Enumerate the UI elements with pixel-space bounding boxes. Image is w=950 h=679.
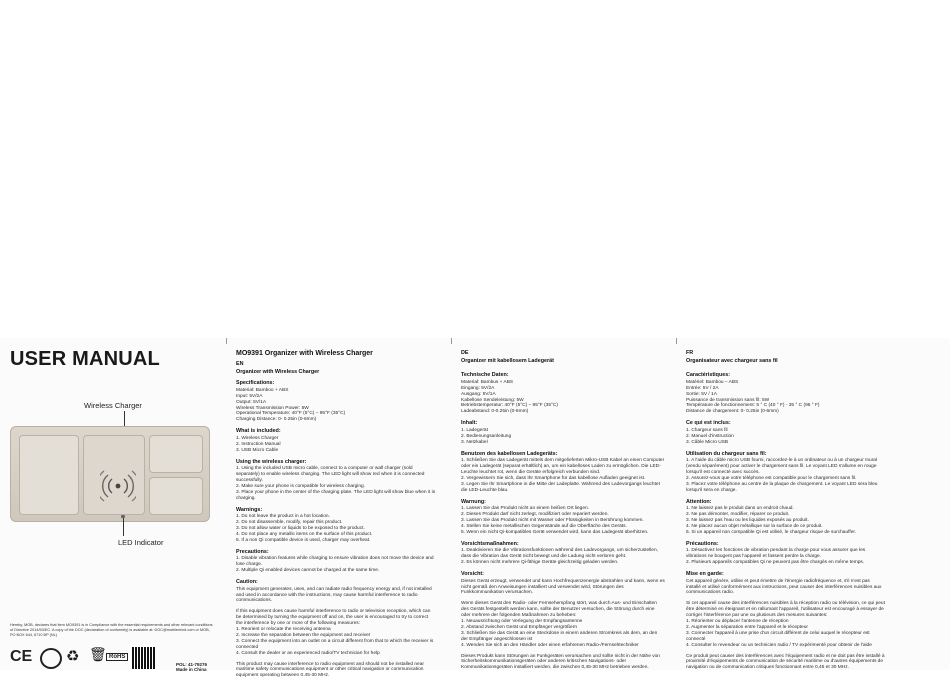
wireless-charger-label: Wireless Charger <box>84 401 142 410</box>
fr-attention-item: 4. Ne placez aucun objet métallique sur la surface de ce produit. <box>686 523 823 529</box>
en-precautions-heading: Precautions: <box>236 548 269 555</box>
fr-attention-item: 3. Ne laissez pas l'eau ou les liquides exposés au produit. <box>686 517 809 523</box>
fr-attention-item: 1. Ne laissez pas le produit dans un endroit chaud. <box>686 506 794 512</box>
de-caution-item: 1. Neuausrichtung oder Verlegung der Empfangsantenne <box>461 619 583 625</box>
fr-precautions-heading: Précautions: <box>686 540 719 547</box>
fr-spec: Sortie: 5V / 1A <box>686 391 717 397</box>
fold-mark <box>676 338 677 344</box>
de-spec: Betriebstemperatur: 40°F (5°C) – 95°F (35°C) <box>461 403 558 409</box>
fr-included-item: 2. Manuel d'instruction <box>686 433 734 439</box>
wireless-charging-icon <box>100 468 136 504</box>
fr-usage-heading: Utilisation du chargeur sans fil: <box>686 450 767 457</box>
en-caution-item: 4. Consult the dealer or an experienced radio/TV technician for help <box>236 650 380 656</box>
declaration-text: Hereby, MOB, declares that item MO9391 is in Compliance with the essential requirements and other relevant conditions of Directive 2014/53/EC. A copy of the DOC (declaration of conformity) is available at: DOC@mobilemind.com or MOB, PO BOX 644, 6710 BP (NL) <box>10 623 213 638</box>
de-contents-heading: Inhalt: <box>461 420 478 427</box>
en-warning-item: 5. If a non Qi compatible device is used, charger may overheat. <box>236 537 371 543</box>
fr-warning-item: 3. Connecter l'appareil à une prise d'un circuit différent de celui auquel le récepteur est connecté <box>686 630 870 642</box>
de-contents-item: 2. Bedienungsanleitung <box>461 433 512 439</box>
en-spec: Wireless Transmission Power: 5W <box>236 405 309 411</box>
en-usage-heading: Using the wireless charger: <box>236 458 307 465</box>
fr-subtitle: Organisateur avec chargeur sans fil <box>686 357 778 364</box>
fr-spec: Distance de chargement: 0- 0.25in (0-6mm) <box>686 409 779 415</box>
de-usage-step: 2. Vergewissern Sie sich, dass Ihr Smartphone für das kabellose Aufladen geeignet ist. <box>461 475 646 481</box>
french-column <box>686 350 886 671</box>
de-contents-item: 1. Ladegerät <box>461 427 488 433</box>
en-lang: EN <box>236 361 244 367</box>
fr-warning-text: Ce produit peut causer des interférences avec l'équipement radio et ne doit pas être installé à proximité d'équipements de communication de sécurité maritime ou d'autres équipements de navigation ou de communication critiques fonctionnant entre 0,45 et 30 MHz. <box>686 653 885 671</box>
de-warning-item: 4. Stellen Sie keine metallischen Gegenstände auf die Oberfläche des Geräts. <box>461 523 627 529</box>
de-lang: DE <box>461 350 469 356</box>
en-precaution-item: 2. Multiple Qi enabled devices cannot be charged at the same time. <box>236 568 380 574</box>
de-spec: Ausgang: 5V/1A <box>461 391 496 397</box>
pol-number: POL: 41-79276 <box>176 662 208 667</box>
de-usage-step: 1. Schließen Sie das Ladegerät mittels dem mitgelieferten Mikro-USB Kabel an einen Computer oder ein Ladegerät (separat erhältlich) an, um ein kabelloses Laden zu ermöglichen. Die LED-Leuchte leuchtet rot, wenn die Geräte erfolgreich verbunden sind. <box>461 458 665 475</box>
fr-usage-step: 2. Assurez-vous que votre téléphone est compatible pour le chargement sans fil. <box>686 475 857 481</box>
german-column <box>461 350 665 671</box>
organizer-compartment <box>19 435 79 515</box>
fr-usage-step: 1. A l'aide du câble micro USB fourni, raccordez-le à un ordinateur ou à un chargeur mural (vendu séparément) pour activer le chargement sans fil. Le voyant LED s'allume en rouge lorsqu'il est connecté avec succès. <box>686 458 878 475</box>
en-usage-step: 1. Using the included USB micro cable, connect to a computer or wall charger (sold separately) to enable wireless charging. The LED light will show red when it is connected successfully. <box>236 466 425 483</box>
qr-code <box>132 647 156 669</box>
fr-warning-item: 1. Réorienter ou déplacer l'antenne de réception <box>686 619 789 625</box>
fr-included-item: 3. Câble Micro USB <box>686 439 729 445</box>
fr-attention-item: 5. Si un appareil non compatible Qi est utilisé, le chargeur risque de surchauffer. <box>686 529 857 535</box>
fr-included-item: 1. Chargeur sans fil <box>686 427 728 433</box>
en-spec: Input: 5V/2A <box>236 393 263 399</box>
en-warning-item: 1. Do not leave the product in a hot location. <box>236 514 330 520</box>
manual-title: USER MANUAL <box>10 348 160 370</box>
de-caution-text: Dieses Gerät erzeugt, verwendet und kann Hochfrequenzenergie abstrahlen und kann, wenn es nicht gemäß den Anweisungen installiert und verwendet wird, Störungen des Funkkommunikation verursachen. <box>461 578 665 596</box>
de-warning-item: 1. Lassen Sie das Produkt nicht an einem heißen Ort liegen. <box>461 506 589 512</box>
de-caution-item: 2. Abstand zwischen Gerät und Empfänger vergrößern <box>461 624 577 630</box>
en-warning-item: 3. Do not allow water or liquids to be exposed to the product. <box>236 525 365 531</box>
en-subtitle: Organizer with Wireless Charger <box>236 368 320 375</box>
en-usage-step: 3. Place your phone in the center of the charging plate. The LED light will show blue when it is charging. <box>236 489 436 501</box>
ce-mark: CE <box>10 648 33 665</box>
en-included-item: 3. USB Micro Cable <box>236 447 279 453</box>
fr-spec: Puissance de transmission sans fil: 5W <box>686 397 770 403</box>
fr-warning-item: 2. Augmenter la séparation entre l'appareil et le récepteur <box>686 624 808 630</box>
en-warnings-heading: Warnings: <box>236 506 263 513</box>
fr-lang: FR <box>686 350 694 356</box>
organizer-compartment <box>149 477 203 515</box>
de-contents-item: 3. Netzkabel <box>461 439 488 445</box>
de-caution-text: Wenn dieses Gerät den Radio- oder Fernsehempfang stört, was durch Aus- und Einschalten des Geräts festgestellt werden kann, sollte der Benutzer versuchen, die Störung durch eine oder mehrere der folgenden Maßnahmen zu beheben: <box>461 601 657 619</box>
de-precautions-heading: Vorsichtsmaßnahmen: <box>461 540 519 547</box>
rohs-mark: RoHS <box>106 653 128 661</box>
fr-precaution-item: 2. Plusieurs appareils compatibles Qi ne peuvent pas être chargés en même temps. <box>686 560 865 566</box>
fold-mark <box>451 338 452 344</box>
de-caution-text: Dieses Produkt kann Störungen an Funkgeräten verursachen und sollte nicht in der Nähe von Sicherheitskommunikationsgeräten oder anderen kritischen Navigations- oder Kommunikationsgeräten installiert werden, die zwischen 0,45-30 MHz betrieben werden. <box>461 653 660 671</box>
en-warning-item: 4. Do not place any metallic items on the surface of this product. <box>236 531 373 537</box>
fr-included-heading: Ce qui est inclus: <box>686 420 731 427</box>
de-spec: Kabellose Sendeleistung: 5W <box>461 397 524 403</box>
en-caution-text: If this equipment does cause harmful interference to radio or television reception, which can be determined by turning the equipment off and on, the user is encouraged to try to correct the interference by one or more of the following measures: <box>236 609 431 627</box>
fold-mark <box>226 338 227 344</box>
manual-sheet <box>0 338 950 679</box>
en-caution-text: This product may cause interference to radio equipment and should not be installed near maritime safety communications equipment or other critical navigation or communication equipment operating between 0.45-30 MHz. <box>236 661 424 679</box>
fr-warning-heading: Mise en garde: <box>686 571 724 577</box>
de-subtitle: Organizer mit kabellosem Ladegerät <box>461 357 554 364</box>
en-caution-item: 1. Reorient or relocate the receiving antenna <box>236 627 331 633</box>
fr-attention-item: 2. Ne pas démonter, modifier, réparer ce produit. <box>686 512 790 518</box>
de-warning-item: 2. Dieses Produkt darf nicht zerlegt, modifiziert oder repariert werden. <box>461 512 609 518</box>
fr-precaution-item: 1. Désactivez les fonctions de vibration pendant la charge pour vous assurer que les vibrations ne bougent pas l'appareil et fassent perdre la charge. <box>686 548 866 560</box>
fr-warning-text: Si cet appareil cause des interférences nuisibles à la réception radio ou télévision, ce qui peut être déterminé en éteignant et en rallumant l'appareil, l'utilisateur est encouragé à essayer de corriger l'interférence par une ou plusieurs des mesures suivantes: <box>686 601 885 619</box>
de-spec: Material: Bambus + ABS <box>461 379 514 385</box>
de-precaution-item: 1. Deaktivieren Sie die Vibrationsfunktionen während des Ladevorgangs, um sicherzustellen, dass die Vibration das Gerät nicht bewegt und die Ladung nicht verloren geht. <box>461 548 658 560</box>
fr-spec: Entrée: 5V / 2A <box>686 385 719 391</box>
en-spec: Operational Temperature: 40°F (5°C) – 95°F (35°C) <box>236 411 346 417</box>
recycle-icon: ♻ <box>66 648 80 665</box>
en-included-item: 1. Wireless Charger <box>236 435 279 441</box>
en-included-heading: What is included: <box>236 428 281 435</box>
de-usage-heading: Benutzen des kabellosen Ladegeräts: <box>461 450 558 457</box>
organizer-compartment <box>149 435 203 473</box>
de-spec: Ladeabstand: 0-0.25in (0-6mm) <box>461 409 529 415</box>
de-warning-item: 3. Lassen Sie das Produkt nicht mit Wasser oder Flüssigkeiten in Berührung kommen. <box>461 517 644 523</box>
en-caution-item: 2. Increase the separation between the equipment and receiver <box>236 632 371 638</box>
de-caution-heading: Vorsicht: <box>461 571 484 577</box>
de-precaution-item: 2. Es können nicht mehrere Qi-fähige Geräte gleichzeitig geladen werden. <box>461 560 619 566</box>
fr-spec: Température de fonctionnement: 5 ° C (40 ° F) - 35 ° C (95 ° F) <box>686 403 820 409</box>
en-spec: Output: 5V/1A <box>236 399 267 405</box>
en-precaution-item: 1. Disable vibration features while charging to ensure vibration does not move the device and lose charge. <box>236 556 434 568</box>
en-warning-item: 2. Do not disassemble, modify, repair this product. <box>236 520 343 526</box>
de-spec: Eingang: 5V/2A <box>461 385 495 391</box>
cover-column <box>0 338 218 673</box>
en-caution-text: This equipment generates, uses, and can radiate radio frequency energy and, if not installed and used in accordance with the instructions, may cause harmful interference to radio communications. <box>236 586 432 604</box>
de-caution-item: 4. Wenden Sie sich an den Händler oder einen erfahrenen Radio-/Fernsehtechniker <box>461 642 639 648</box>
en-caution-heading: Caution: <box>236 579 258 585</box>
en-spec-heading: Specifications: <box>236 380 275 387</box>
pol-info <box>176 662 207 673</box>
fr-warning-text: Cet appareil génère, utilise et peut émettre de l'énergie radiofréquence et, s'il n'est pas installé et utilisé conformément aux instructions, peut causer des interférences nuisibles aux communications radio. <box>686 578 882 596</box>
fr-attention-heading: Attention: <box>686 498 712 505</box>
de-warning-heading: Warnung: <box>461 498 486 505</box>
en-usage-step: 2. Make sure your phone is compatible for wireless charging. <box>236 483 366 489</box>
de-usage-step: 3. Legen Sie Ihr Smartphone in die Mitte der Ladeplatte. Während des Ladevorgangs leuchtet die LED-Leuchte blau. <box>461 481 660 493</box>
en-caution-item: 3. Connect the equipment into an outlet on a circuit different from that to which the receiver is connected <box>236 638 434 650</box>
made-in: Made in China <box>176 667 207 673</box>
en-spec: Material: Bamboo + ABS <box>236 387 289 393</box>
english-column <box>236 350 436 679</box>
led-indicator-label: LED Indicator <box>118 538 164 547</box>
fr-spec: Matériel: Bambou – ABS <box>686 379 739 385</box>
en-included-item: 2. Instruction Manual <box>236 441 281 447</box>
fr-spec-heading: Caractéristiques: <box>686 372 731 379</box>
en-spec: Charging Distance: 0- 0.25in (0-6mm) <box>236 417 317 423</box>
de-warning-item: 5. Wenn ein nicht Qi-kompatibles Gerät verwendet wird, kann das Ladegerät überhitzen. <box>461 529 649 535</box>
led-leader-line <box>123 518 124 536</box>
en-heading: MO9391 Organizer with Wireless Charger <box>236 350 373 357</box>
fr-warning-item: 4. Consulter le revendeur ou un technicien radio / TV expérimenté pour obtenir de l'aide <box>686 642 872 648</box>
de-tech-heading: Technische Daten: <box>461 372 509 379</box>
de-caution-item: 3. Schließen Sie das Gerät an eine Steckdose in einem anderen Stromkreis als dem, an den der Empfänger angeschlossen ist <box>461 630 658 642</box>
ukca-mark <box>40 648 62 669</box>
bin-icon: 🗑 <box>89 646 107 662</box>
fr-usage-step: 3. Placez votre téléphone au centre de la plaque de chargement. Le voyant LED sera bleu lorsqu'il sera en charge. <box>686 481 878 493</box>
